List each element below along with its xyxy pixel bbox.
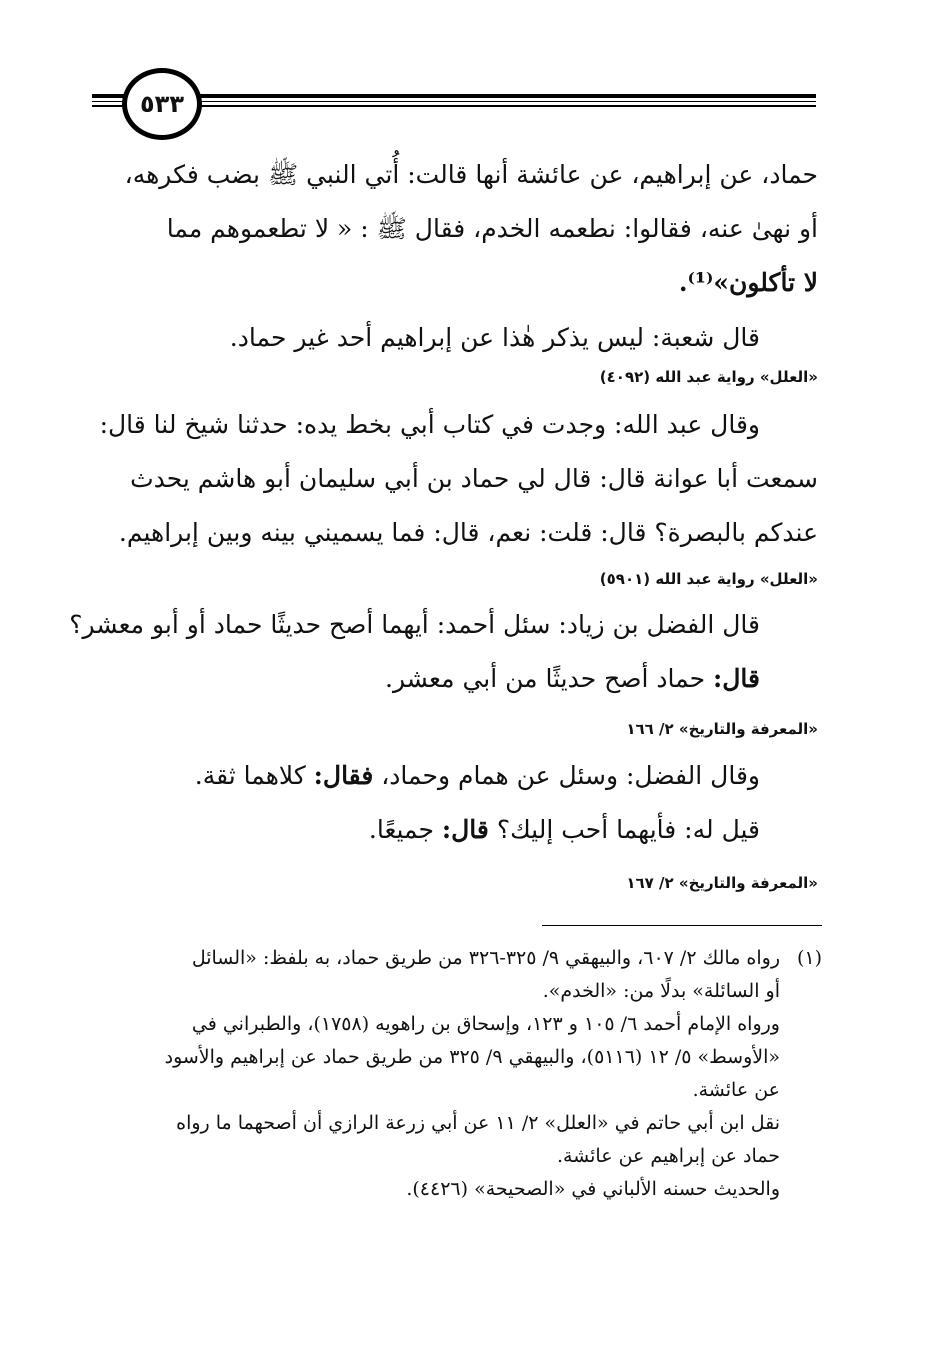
text-line: عندكم بالبصرة؟ قال: قلت: نعم، قال: فما يسميني بينه وبين إبراهيم. bbox=[118, 518, 818, 547]
footnote-line: نقل ابن أبي حاتم في «العلل» ٢/ ١١ عن أبي زرعة الرازي أن أصحهما ما رواه bbox=[176, 1112, 780, 1134]
source-citation: «العلل» رواية عبد الله (٤٠٩٢) bbox=[599, 368, 818, 386]
text-segment: كلاهما ثقة. bbox=[194, 761, 314, 790]
text-line: قال شعبة: ليس يذكر هٰذا عن إبراهيم أحد غير حماد. bbox=[229, 323, 760, 352]
shuba-quote bbox=[118, 311, 818, 365]
text-line bbox=[118, 803, 818, 857]
footnote-line: رواه مالك ٢/ ٦٠٧، والبيهقي ٩/ ٣٢٥-٣٢٦ من طريق حماد، به بلفظ: «السائل bbox=[191, 947, 780, 969]
text-line: سمعت أبا عوانة قال: قال لي حماد بن أبي سليمان أبو هاشم يحدث bbox=[130, 464, 818, 493]
answer-text: حماد أصح حديثًا من أبي معشر. bbox=[385, 664, 714, 693]
footnote-separator bbox=[542, 925, 822, 926]
text-line: حماد، عن إبراهيم، عن عائشة أنها قالت: أُتي النبي ﷺ بضب فكرهه، bbox=[124, 160, 818, 189]
footnote-line: حماد عن إبراهيم عن عائشة. bbox=[556, 1145, 780, 1167]
faqala-label: فقال: bbox=[313, 761, 374, 790]
text-line: قال الفضل بن زياد: سئل أحمد: أيهما أصح حديثًا حماد أو أبو معشر؟ bbox=[69, 610, 760, 639]
text-segment: جميعًا. bbox=[368, 815, 442, 844]
hadith-paragraph bbox=[118, 148, 818, 310]
qala-label: قال: bbox=[441, 815, 489, 844]
footnote-line: والحديث حسنه الألباني في «الصحيحة» (٤٤٢٦). bbox=[406, 1178, 780, 1200]
source-citation: «المعرفة والتاريخ» ٢/ ١٦٧ bbox=[626, 874, 818, 892]
footnote-marker: (١) bbox=[796, 947, 822, 969]
text-segment: وقال الفضل: وسئل عن همام وحماد، bbox=[373, 761, 760, 790]
footnote-line: أو السائلة» بدلًا من: «الخدم». bbox=[542, 980, 780, 1002]
text-line: لا تأكلون»⁽¹⁾. bbox=[678, 268, 818, 297]
footnote-body bbox=[100, 942, 780, 1206]
source-citation: «العلل» رواية عبد الله (٥٩٠١) bbox=[599, 570, 818, 588]
text-line bbox=[118, 749, 818, 803]
abdullah-paragraph bbox=[99, 398, 818, 560]
footnote-line: «الأوسط» ٥/ ١٢ (٥١١٦)، والبيهقي ٩/ ٣٢٥ من طريق حماد عن إبراهيم والأسود bbox=[164, 1046, 780, 1068]
page-number: ٥٣٣ bbox=[122, 68, 202, 140]
footnote-line: ورواه الإمام أحمد ٦/ ١٠٥ و ١٢٣، وإسحاق بن راهويه (١٧٥٨)، والطبراني في bbox=[191, 1013, 780, 1035]
footnote-line: عن عائشة. bbox=[692, 1079, 780, 1101]
source-citation: «المعرفة والتاريخ» ٢/ ١٦٦ bbox=[626, 720, 818, 738]
fadl-second-paragraph bbox=[118, 749, 818, 857]
text-line: وقال عبد الله: وجدت في كتاب أبي بخط يده: حدثنا شيخ لنا قال: bbox=[99, 410, 760, 439]
text-line bbox=[118, 652, 818, 706]
qala-label: قال: bbox=[713, 664, 760, 693]
fadl-paragraph bbox=[69, 598, 818, 706]
text-line: أو نهىٰ عنه، فقالوا: نطعمه الخدم، فقال ﷺ : « لا تطعموهم مما bbox=[166, 214, 818, 243]
text-segment: قيل له: فأيهما أحب إليك؟ bbox=[488, 815, 760, 844]
